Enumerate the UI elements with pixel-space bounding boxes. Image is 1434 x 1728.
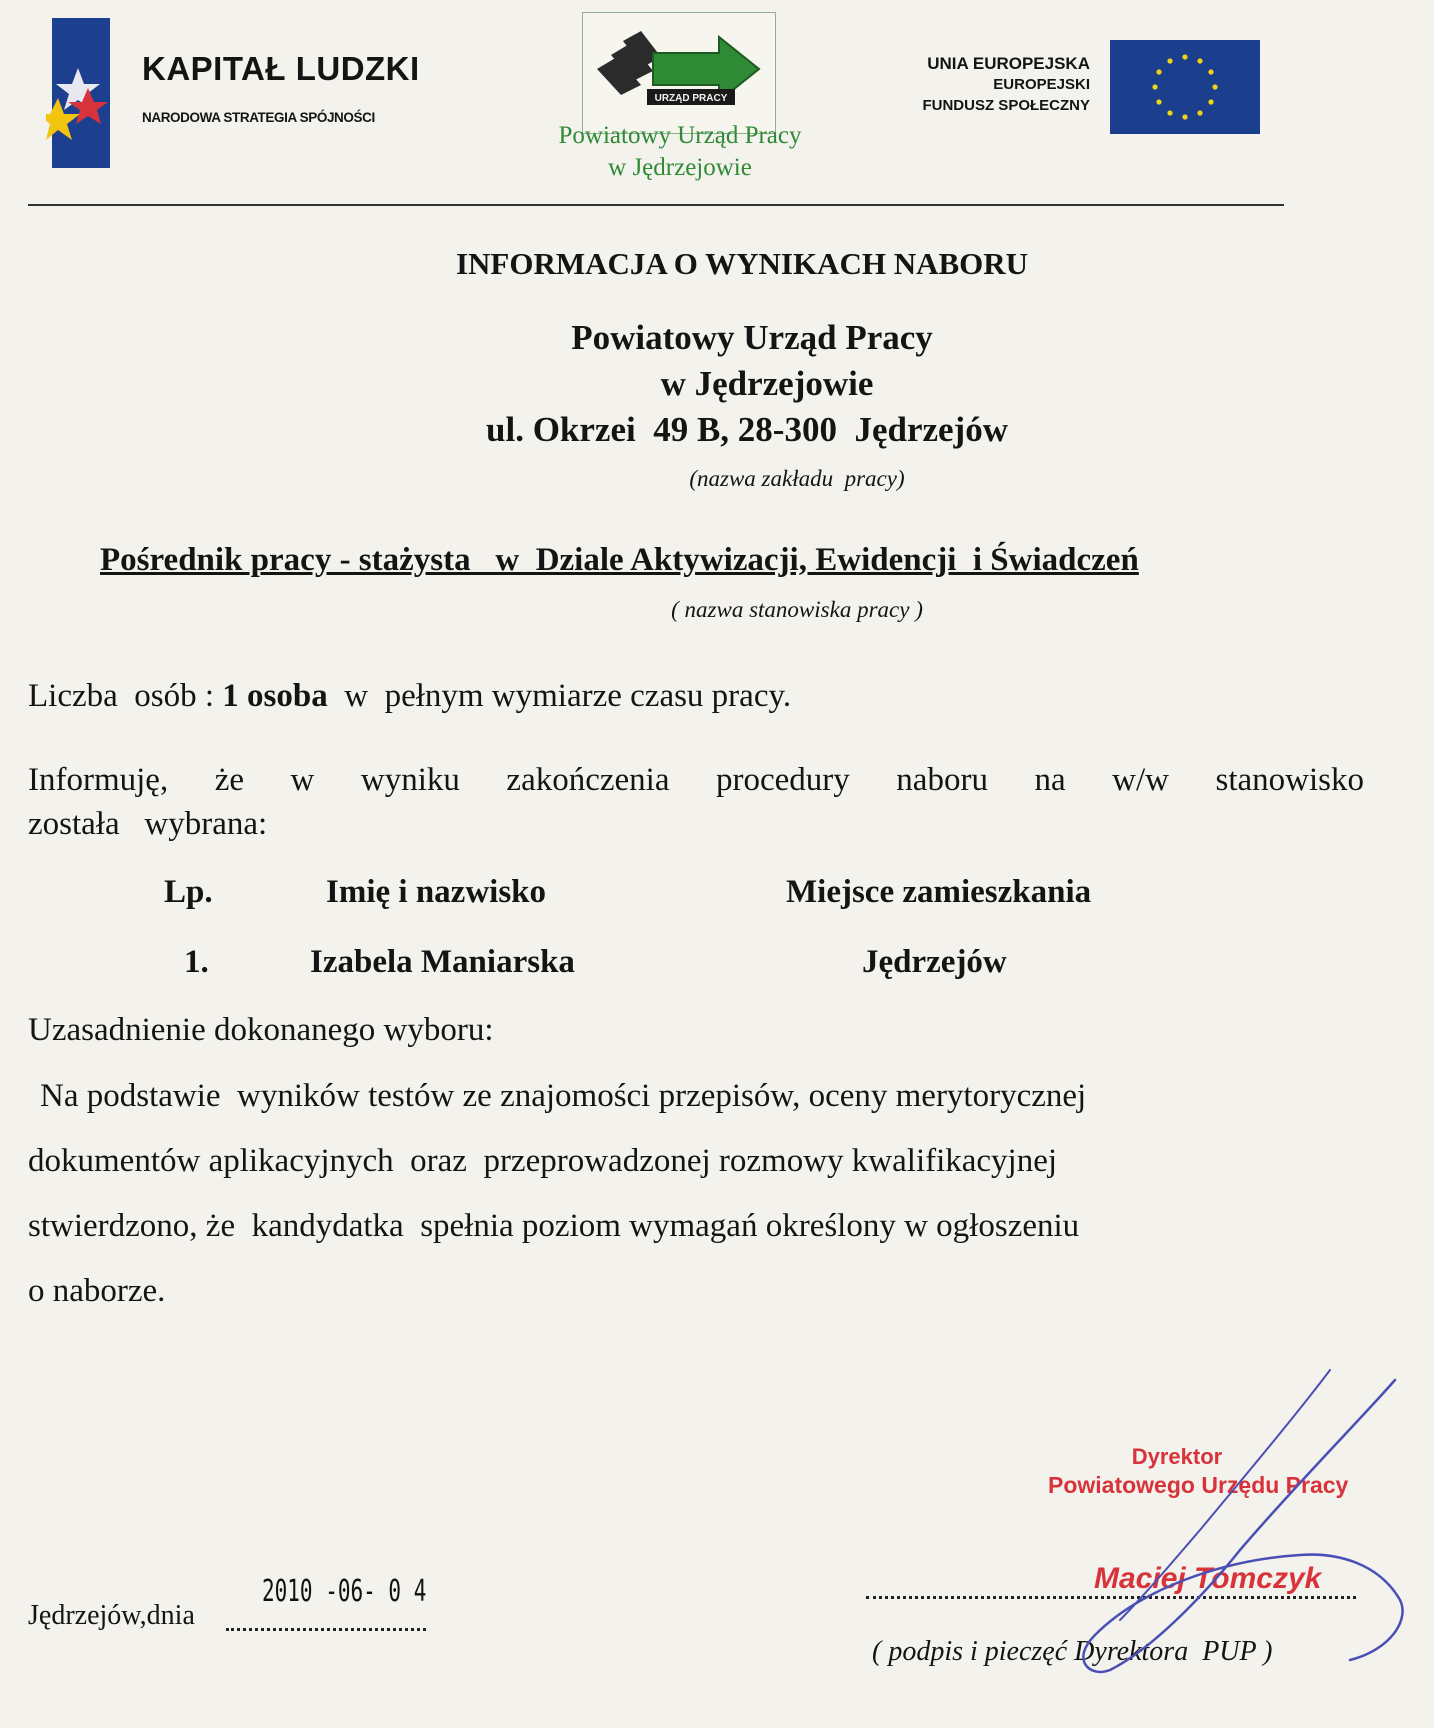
eu-star-icon [1197,58,1202,63]
eu-flag-icon [1110,40,1260,134]
headcount-suffix: w pełnym wymiarze czasu pracy. [327,678,792,714]
eu-star-icon [1208,99,1213,104]
signature-caption: ( podpis i pieczęć Dyrektora PUP ) [872,1636,1273,1667]
headcount-line [28,678,791,715]
table-header-lp: Lp. [164,874,213,910]
info-line2: została wybrana: [28,806,268,842]
position-caption: ( nazwa stanowiska pracy ) [671,597,923,622]
eu-star-icon [1152,84,1157,89]
kapital-ludzki-title: KAPITAŁ LUDZKI [142,50,420,87]
date-label: Jędrzejów,dnia [28,1600,195,1631]
position-name: Pośrednik pracy - stażysta w Dziale Aktywizacji, Ewidencji i Świadczeń [100,542,1139,578]
table-cell-place: Jędrzejów [862,944,1007,980]
pup-logo-name-line2: w Jędrzejowie [608,154,752,181]
kapital-ludzki-subtitle: NARODOWA STRATEGIA SPÓJNOŚCI [142,110,375,125]
eu-star-icon [1182,54,1187,59]
eu-title: UNIA EUROPEJSKA [927,54,1090,73]
table-header-place: Miejsce zamieszkania [786,874,1092,910]
pup-logo-arrow-icon [583,13,775,133]
pup-logo-name-line1: Powiatowy Urząd Pracy [558,122,802,149]
stamp-role: Dyrektor [1131,1444,1223,1469]
eu-star-icon [1167,110,1172,115]
employer-line2: w Jędrzejowie [660,364,874,403]
eu-star-icon [1182,114,1187,119]
justification-line: Na podstawie wyników testów ze znajomości przepisów, oceny merytorycznej [40,1078,1087,1114]
document-title: INFORMACJA O WYNIKACH NABORU [455,246,1029,281]
pup-logo [582,12,776,134]
headcount-value: 1 osoba [222,678,328,714]
header-divider [28,204,1284,206]
table-header-name: Imię i nazwisko [326,874,547,910]
pup-logo-name [520,120,840,184]
info-line1: Informuję, że w wyniku zakończenia procedury naboru na w/w stanowisko [28,762,1364,798]
date-stamp-value: 2010 -06- 0 4 [262,1574,427,1609]
employer-address: ul. Okrzei 49 B, 28-300 Jędrzejów [486,410,1008,449]
stamp-office: Powiatowego Urzędu Pracy [1048,1472,1349,1498]
employer-caption: (nazwa zakładu pracy) [689,466,905,491]
kapital-ludzki-logo-graphic [46,18,112,168]
headcount-prefix: Liczba osób : [28,678,223,714]
justification-line: dokumentów aplikacyjnych oraz przeprowadzonej rozmowy kwalifikacyjnej [28,1143,1058,1179]
eu-line3: FUNDUSZ SPOŁECZNY [922,97,1090,114]
eu-star-icon [1156,99,1161,104]
eu-star-icon [1208,69,1213,74]
justification-line: o naborze. [28,1273,166,1309]
justification-label: Uzasadnienie dokonanego wyboru: [28,1012,494,1048]
eu-star-icon [1156,69,1161,74]
stamp-person: Maciej Tomczyk [1094,1562,1322,1595]
handwritten-signature [1000,1360,1420,1680]
justification-line: stwierdzono, że kandydatka spełnia poziom wymagań określony w ogłoszeniu [28,1208,1080,1244]
employer-line1: Powiatowy Urząd Pracy [571,318,933,357]
pup-logo-badge: URZĄD PRACY [654,93,728,104]
table-cell-name: Izabela Maniarska [310,944,575,980]
eu-star-icon [1212,84,1217,89]
eu-star-icon [1167,58,1172,63]
eu-star-icon [1197,110,1202,115]
table-cell-lp: 1. [184,944,209,980]
eu-line2: EUROPEJSKI [993,76,1090,93]
